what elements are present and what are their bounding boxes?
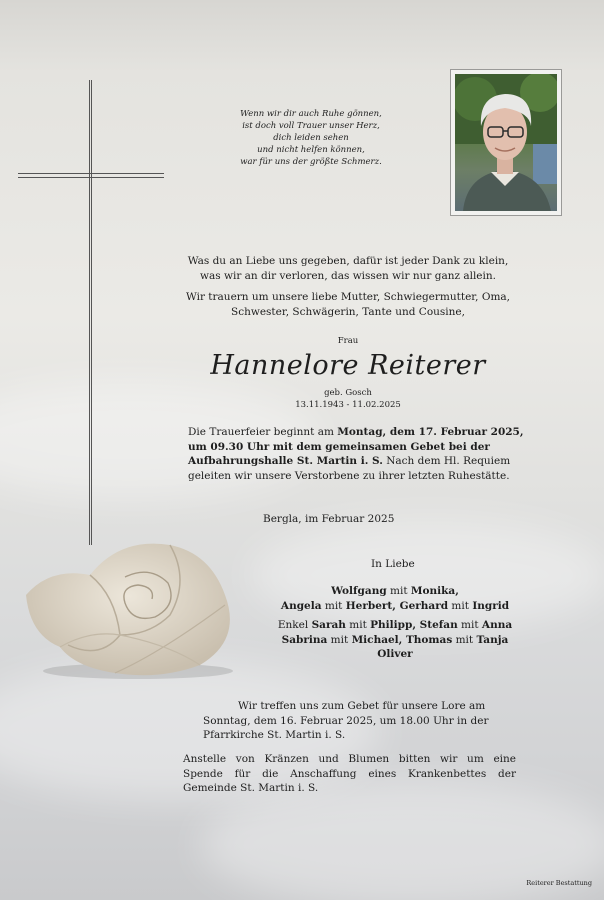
- connector: mit: [457, 619, 482, 631]
- family-line: [240, 584, 550, 599]
- ceremony-text: Die Trauerfeier beginnt am: [188, 426, 338, 438]
- rose-illustration: [20, 535, 245, 683]
- ceremony-date: Montag, dem 17. Februar 2025,: [337, 426, 524, 438]
- portrait-photo: [455, 74, 557, 211]
- family-name: Sabrina: [281, 633, 328, 646]
- family-name: Oliver: [377, 648, 413, 660]
- intro-line: was wir an dir verloren, das wissen wir nur ganz allein.: [200, 269, 496, 282]
- connector: mit: [327, 633, 352, 646]
- mourning-line: Wir trauern um unsere liebe Mutter, Schwiegermutter, Oma,: [185, 291, 510, 303]
- family-name: Michael, Thomas: [351, 633, 453, 646]
- donation-note: [183, 752, 516, 796]
- family-name: Philipp, Stefan: [370, 619, 458, 631]
- poem-line: Wenn wir dir auch Ruhe gönnen,: [240, 109, 382, 119]
- poem-line: war für uns der größte Schmerz.: [240, 157, 382, 167]
- family-name: Anna: [481, 619, 513, 631]
- ceremony-line: [188, 425, 524, 440]
- prayer-line: Wir treffen uns zum Gebet für unsere Lore am: [238, 700, 486, 712]
- poem-line: und nicht helfen können,: [257, 145, 365, 155]
- ceremony-info: [188, 425, 524, 483]
- family-line: [240, 599, 550, 614]
- family-name: Sarah: [311, 619, 346, 631]
- family-name: Wolfgang: [331, 585, 387, 597]
- donation-line: Gemeinde St. Martin i. S.: [183, 782, 319, 794]
- donation-line: Anstelle von Kränzen und Blumen bitten wir um eine: [183, 753, 516, 765]
- cross-horizontal: [18, 173, 164, 178]
- in-love: In Liebe: [371, 558, 415, 570]
- family-line: [240, 618, 550, 633]
- place-date: Bergla, im Februar 2025: [263, 513, 395, 525]
- prayer-line: Pfarrkirche St. Martin i. S.: [203, 729, 346, 741]
- portrait-illustration: [455, 74, 557, 211]
- life-dates: 13.11.1943 - 11.02.2025: [295, 400, 401, 410]
- family-name: Tanja: [476, 633, 509, 646]
- family-name: Ingrid: [472, 599, 510, 612]
- funeral-home-credit: Reiterer Bestattung: [526, 879, 592, 887]
- ceremony-location: Aufbahrungshalle St. Martin i. S.: [188, 455, 383, 467]
- salutation: Frau: [337, 336, 359, 346]
- poem-line: ist doch voll Trauer unser Herz,: [242, 121, 380, 131]
- poem-line: dich leiden sehen: [273, 133, 349, 143]
- intro-verse: [180, 254, 516, 283]
- family-name: Monika,: [410, 585, 459, 597]
- donation-line: Spende für die Anschaffung eines Krankenbettes der: [183, 767, 516, 780]
- poem: [180, 108, 442, 168]
- prayer-info: [203, 699, 516, 743]
- ceremony-text: Nach dem Hl. Requiem: [382, 455, 511, 467]
- portrait-photo-frame: [451, 70, 561, 215]
- ceremony-line: geleiten wir unsere Verstorbene zu ihrer letzten Ruhestätte.: [188, 469, 510, 482]
- deceased-name: Hannelore Reiterer: [210, 350, 486, 381]
- intro-line: Was du an Liebe uns gegeben, dafür ist jeder Dank zu klein,: [187, 255, 509, 267]
- ceremony-line: [188, 454, 518, 469]
- family-name: Angela: [280, 599, 322, 612]
- family-line: [240, 633, 550, 648]
- birth-name: geb. Gosch: [324, 388, 372, 398]
- mourning-statement: [180, 290, 516, 319]
- ceremony-line: [188, 440, 518, 455]
- grandchildren-label: Enkel: [277, 619, 312, 631]
- family-list: [240, 584, 550, 662]
- prayer-line: Sonntag, dem 16. Februar 2025, um 18.00 Uhr in der: [203, 714, 489, 727]
- mourning-line: Schwester, Schwägerin, Tante und Cousine,: [231, 305, 465, 318]
- family-name: Herbert, Gerhard: [345, 599, 449, 612]
- connector: mit: [448, 599, 473, 612]
- ceremony-time: um 09.30 Uhr mit dem gemeinsamen Gebet bei der: [188, 440, 490, 453]
- connector: mit: [321, 599, 346, 612]
- connector: mit: [386, 585, 411, 597]
- connector: mit: [452, 633, 477, 646]
- family-line: [240, 647, 550, 662]
- connector: mit: [345, 619, 371, 631]
- cross-vertical: [89, 80, 92, 545]
